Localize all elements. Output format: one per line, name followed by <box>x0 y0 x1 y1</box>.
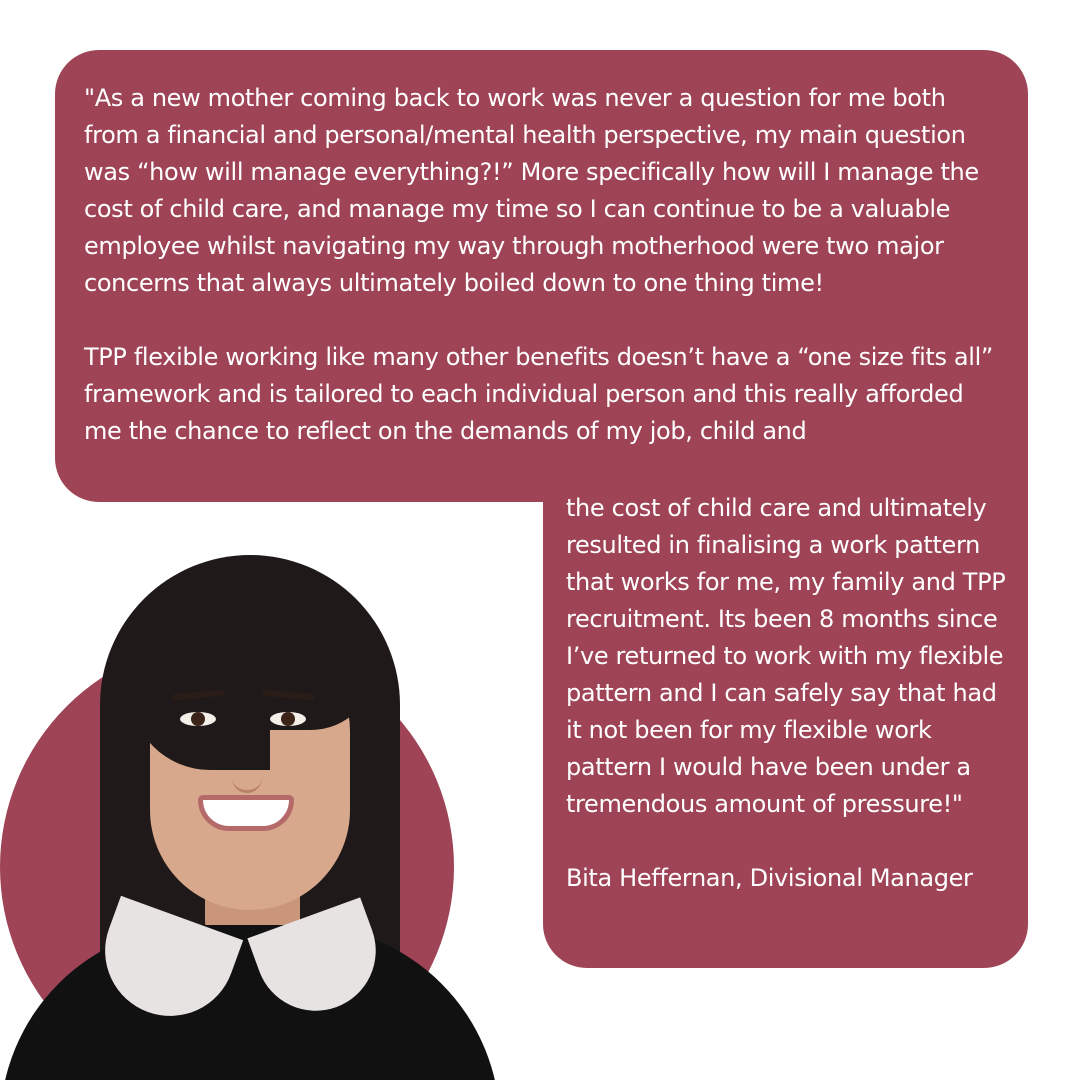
portrait-smile <box>198 795 294 831</box>
attribution: Bita Heffernan, Divisional Manager <box>566 864 973 892</box>
quote-paragraph-1: "As a new mother coming back to work was never a question for me both from a financial and personal/mental health perspective, my main question was “how will manage everything?!” More specifically how will I manage the cost of child care, and manage my time so I can continue to be a valuable employee whilst navigating my way through motherhood were two major concerns that always ultimately boiled down to one thing time! <box>84 84 979 297</box>
portrait-hair-right <box>255 570 375 730</box>
portrait-photo <box>0 540 520 1080</box>
quote-paragraph-2-start: TPP flexible working like many other benefits doesn’t have a “one size fits all” framework and is tailored to each individual person and this really afforded me the chance to reflect on the demands of my job, child and <box>84 343 993 445</box>
portrait-eye-right <box>270 712 306 726</box>
quote-text-top <box>84 80 1004 450</box>
quote-paragraph-2-end: the cost of child care and ultimately resulted in finalising a work pattern that works for me, my family and TPP recruitment. Its been 8 months since I’ve returned to work with my flexible pattern and I can safely say that had it not been for my flexible work pattern I would have been under a tremendous amount of pressure!" <box>566 494 1006 818</box>
quote-text-continued <box>566 490 1006 897</box>
portrait-nose <box>232 730 262 793</box>
portrait-eye-left <box>180 712 216 726</box>
